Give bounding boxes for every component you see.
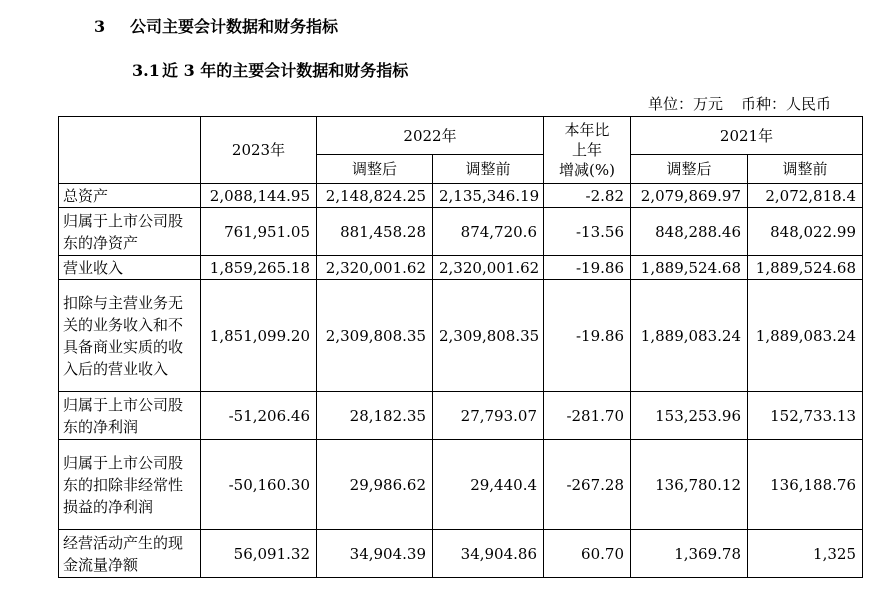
cell-value: 136,780.12 [631,440,748,530]
cell-value: 2,135,346.19 [433,184,544,208]
cell-value: -267.28 [544,440,631,530]
header-2021-adjusted-after: 调整后 [631,155,748,184]
cell-value: 848,022.99 [748,208,863,256]
cell-value: 2,088,144.95 [201,184,317,208]
cell-value: 2,320,001.62 [317,256,433,280]
table-row [59,256,863,280]
header-2021-adjusted-before: 调整前 [748,155,863,184]
header-2022-adjusted-after: 调整后 [317,155,433,184]
header-change-line3: 增减(%) [559,161,615,179]
cell-value: 27,793.07 [433,392,544,440]
cell-value: 874,720.6 [433,208,544,256]
cell-value: -51,206.46 [201,392,317,440]
cell-value: 153,253.96 [631,392,748,440]
cell-value: 2,079,869.97 [631,184,748,208]
financial-data-table [58,116,863,578]
table-row [59,392,863,440]
cell-value: 1,369.78 [631,530,748,578]
cell-value: 2,309,808.35 [317,280,433,392]
cell-value: 1,889,524.68 [748,256,863,280]
cell-value: 1,889,524.68 [631,256,748,280]
unit-line [630,93,831,114]
cell-value: -281.70 [544,392,631,440]
cell-value: -50,160.30 [201,440,317,530]
cell-value: 761,951.05 [201,208,317,256]
row-label: 归属于上市公司股东的净资产 [59,208,201,256]
cell-value: 2,148,824.25 [317,184,433,208]
section-number: 3 [94,17,106,36]
unit-label: 单位：万元 [647,95,723,113]
cell-value: 848,288.46 [631,208,748,256]
header-2022-adjusted-before: 调整前 [433,155,544,184]
table-row [59,280,863,392]
cell-value: 1,325 [748,530,863,578]
header-2021: 2021年 [631,117,863,155]
subsection-title: 近 3 年的主要会计数据和财务指标 [162,61,409,80]
cell-value: -19.86 [544,256,631,280]
cell-value: 881,458.28 [317,208,433,256]
header-blank-cell [59,117,201,184]
row-label: 经营活动产生的现金流量净额 [59,530,201,578]
section-title: 公司主要会计数据和财务指标 [130,17,339,36]
row-label: 扣除与主营业务无关的业务收入和不具备商业实质的收入后的营业收入 [59,280,201,392]
currency-label: 币种：人民币 [740,95,831,113]
table-row [59,184,863,208]
cell-value: 60.70 [544,530,631,578]
subsection-number: 3.1 [132,61,160,80]
row-label: 总资产 [59,184,201,208]
cell-value: 56,091.32 [201,530,317,578]
cell-value: 29,440.4 [433,440,544,530]
header-2022: 2022年 [317,117,544,155]
cell-value: -2.82 [544,184,631,208]
cell-value: 1,851,099.20 [201,280,317,392]
subsection-heading [132,58,408,81]
header-2023: 2023年 [201,117,317,184]
cell-value: 2,072,818.4 [748,184,863,208]
cell-value: 1,889,083.24 [631,280,748,392]
cell-value: 2,309,808.35 [433,280,544,392]
cell-value: 1,889,083.24 [748,280,863,392]
cell-value: 28,182.35 [317,392,433,440]
section-heading [94,14,338,37]
cell-value: 136,188.76 [748,440,863,530]
cell-value: 152,733.13 [748,392,863,440]
table-row [59,208,863,256]
header-change [544,117,631,184]
table-row [59,530,863,578]
table-row [59,440,863,530]
cell-value: 1,859,265.18 [201,256,317,280]
row-label: 归属于上市公司股东的扣除非经常性损益的净利润 [59,440,201,530]
cell-value: 29,986.62 [317,440,433,530]
cell-value: -19.86 [544,280,631,392]
header-change-line1: 本年比 [564,121,610,139]
cell-value: -13.56 [544,208,631,256]
cell-value: 34,904.39 [317,530,433,578]
row-label: 营业收入 [59,256,201,280]
cell-value: 34,904.86 [433,530,544,578]
header-change-line2: 上年 [571,141,602,159]
cell-value: 2,320,001.62 [433,256,544,280]
row-label: 归属于上市公司股东的净利润 [59,392,201,440]
table-header-row-1 [59,117,863,155]
